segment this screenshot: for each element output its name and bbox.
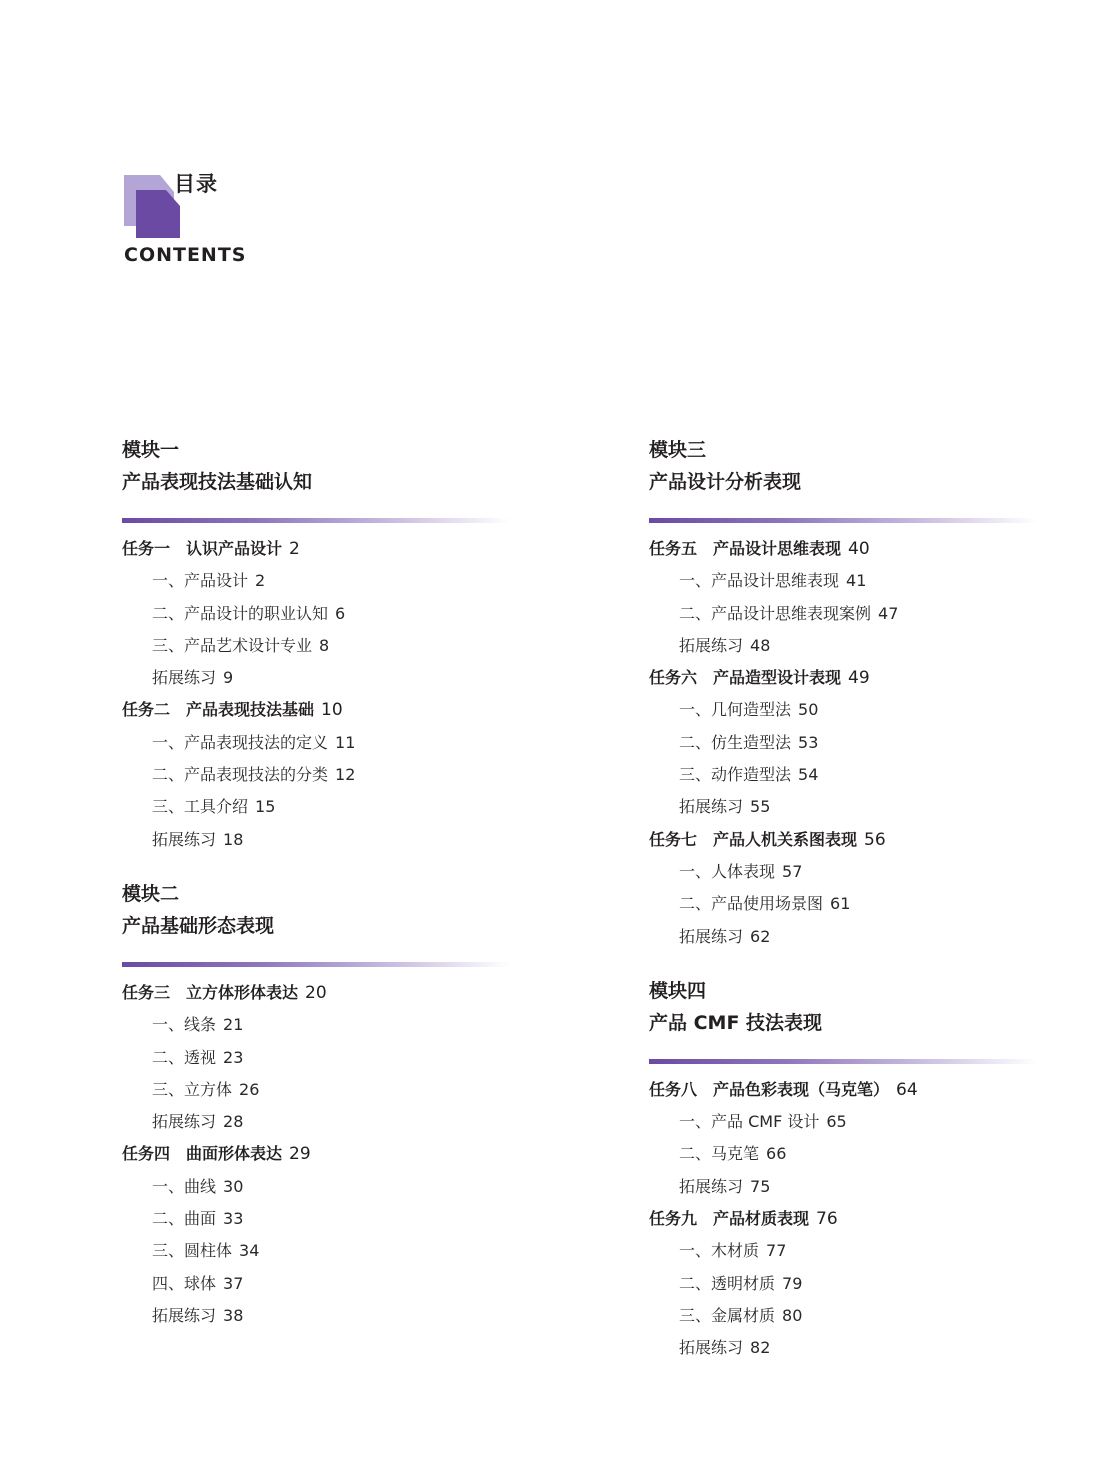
module-title: 产品表现技法基础认知 (122, 471, 313, 493)
toc-item[interactable] (649, 856, 1049, 888)
toc-item-label: 拓展练习 (152, 1305, 217, 1325)
task-number: 任务三 (122, 982, 171, 1002)
toc-item-page: 21 (223, 1015, 244, 1035)
task-page: 40 (848, 539, 870, 559)
toc-item[interactable] (649, 1106, 1049, 1138)
toc-column-right (649, 434, 1049, 1365)
toc-item-page: 79 (782, 1273, 803, 1293)
toc-item[interactable] (122, 662, 522, 694)
toc-item[interactable] (649, 727, 1049, 759)
toc-item-label: 二、仿生造型法 (679, 732, 792, 752)
toc-item-page: 61 (830, 894, 851, 914)
toc-item-page: 38 (223, 1305, 244, 1325)
task-entry[interactable] (122, 694, 522, 726)
task-entry[interactable] (649, 662, 1049, 694)
module-title: 产品基础形态表现 (122, 914, 275, 937)
toc-item-label: 一、产品表现技法的定义 (152, 732, 329, 752)
toc-item-page: 75 (750, 1176, 771, 1196)
task-entry[interactable] (122, 533, 522, 565)
toc-item-label: 四、球体 (152, 1273, 217, 1293)
toc-item-page: 12 (335, 765, 356, 785)
module-title: 产品 CMF 技法表现 (649, 1011, 823, 1034)
task-page: 29 (289, 1144, 311, 1165)
toc-item-label: 拓展练习 (152, 1112, 217, 1132)
toc-item[interactable] (122, 630, 522, 662)
task-page: 76 (816, 1209, 838, 1230)
task-page: 20 (305, 982, 327, 1003)
toc-item-label: 拓展练习 (152, 668, 217, 688)
task-entry[interactable] (649, 1074, 1049, 1106)
task-number: 任务二 (122, 700, 171, 720)
task-page: 64 (896, 1079, 918, 1100)
toc-item-page: 41 (846, 571, 867, 591)
module-section (122, 878, 522, 1332)
toc-item[interactable] (649, 791, 1049, 823)
toc-item[interactable] (122, 598, 522, 630)
module-section (122, 434, 522, 856)
module-number: 模块四 (649, 979, 707, 1002)
toc-item-page: 62 (750, 926, 771, 946)
toc-item-page: 6 (335, 603, 346, 623)
toc-item[interactable] (122, 1106, 522, 1138)
task-page: 2 (289, 539, 300, 559)
task-number: 任务四 (122, 1144, 171, 1164)
module-title: 产品设计分析表现 (649, 471, 802, 493)
toc-item[interactable] (649, 694, 1049, 726)
toc-item-page: 77 (766, 1241, 787, 1261)
contents-logo (122, 166, 282, 276)
toc-item-page: 47 (878, 603, 899, 623)
toc-item[interactable] (122, 1171, 522, 1203)
toc-item[interactable] (122, 1300, 522, 1332)
page-title: 目录 (174, 172, 218, 196)
module-divider (649, 518, 1037, 523)
toc-item[interactable] (649, 1171, 1049, 1203)
toc-item-page: 33 (223, 1209, 244, 1229)
toc-item-page: 11 (335, 732, 356, 752)
toc-item[interactable] (122, 1203, 522, 1235)
logo-mark-icon (122, 166, 182, 240)
task-number: 任务七 (649, 829, 698, 849)
toc-item-page: 65 (826, 1112, 847, 1132)
module-number: 模块一 (122, 439, 180, 461)
toc-item-label: 拓展练习 (679, 797, 744, 817)
toc-item-page: 48 (750, 635, 771, 655)
toc-item-label: 二、马克笔 (679, 1144, 760, 1164)
toc-item[interactable] (649, 1300, 1049, 1332)
toc-item-label: 二、曲面 (152, 1209, 217, 1229)
module-divider (122, 962, 510, 967)
task-name: 产品设计思维表现 (713, 539, 842, 558)
toc-item-label: 拓展练习 (152, 829, 217, 849)
toc-item-label: 一、人体表现 (679, 861, 776, 881)
toc-item[interactable] (649, 1332, 1049, 1364)
toc-item-page: 57 (782, 861, 803, 881)
toc-item[interactable] (649, 921, 1049, 953)
toc-item-label: 拓展练习 (679, 1176, 744, 1196)
task-number: 任务六 (649, 668, 698, 688)
task-number: 任务一 (122, 539, 171, 558)
toc-item-label: 一、产品设计 (152, 571, 249, 591)
toc-item-label: 三、动作造型法 (679, 765, 792, 785)
toc-item[interactable] (122, 1235, 522, 1267)
toc-item-label: 二、产品使用场景图 (679, 894, 824, 914)
task-name: 曲面形体表达 (186, 1144, 283, 1164)
toc-item[interactable] (649, 565, 1049, 597)
toc-item[interactable] (122, 1268, 522, 1300)
toc-item-label: 三、产品艺术设计专业 (152, 635, 313, 655)
toc-item-label: 拓展练习 (679, 1338, 744, 1358)
task-page: 56 (864, 829, 886, 850)
toc-item[interactable] (649, 630, 1049, 662)
toc-item[interactable] (122, 565, 522, 597)
task-number: 任务八 (649, 1079, 698, 1099)
task-entry[interactable] (122, 1138, 522, 1170)
toc-item[interactable] (649, 1268, 1049, 1300)
module-number: 模块三 (649, 439, 707, 461)
task-number: 任务五 (649, 539, 698, 558)
task-number: 任务九 (649, 1209, 698, 1229)
toc-item-page: 50 (798, 700, 819, 720)
toc-item-label: 二、透明材质 (679, 1273, 776, 1293)
task-name: 产品材质表现 (713, 1209, 810, 1229)
toc-item-page: 66 (766, 1144, 787, 1164)
toc-item-label: 二、产品设计思维表现案例 (679, 603, 872, 623)
toc-item-page: 80 (782, 1305, 803, 1325)
toc-item-page: 23 (223, 1047, 244, 1067)
toc-column-left (122, 434, 522, 1332)
toc-item-page: 53 (798, 732, 819, 752)
toc-item-label: 二、产品表现技法的分类 (152, 765, 329, 785)
toc-item-label: 一、产品设计思维表现 (679, 571, 840, 591)
toc-item-label: 一、产品 CMF 设计 (679, 1112, 820, 1132)
toc-item-page: 37 (223, 1273, 244, 1293)
toc-item[interactable] (649, 598, 1049, 630)
toc-item[interactable] (122, 1074, 522, 1106)
toc-item-page: 15 (255, 797, 276, 817)
toc-item-page: 54 (798, 765, 819, 785)
toc-item-label: 三、圆柱体 (152, 1241, 233, 1261)
toc-item-label: 三、工具介绍 (152, 797, 249, 817)
task-page: 10 (321, 700, 343, 721)
task-entry[interactable] (122, 977, 522, 1009)
toc-item-label: 拓展练习 (679, 635, 744, 655)
toc-item-label: 二、产品设计的职业认知 (152, 603, 329, 623)
module-section (649, 975, 1049, 1365)
toc-item-page: 28 (223, 1112, 244, 1132)
module-divider (649, 1059, 1037, 1064)
toc-item-page: 18 (223, 829, 244, 849)
toc-item[interactable] (649, 1235, 1049, 1267)
toc-item[interactable] (649, 888, 1049, 920)
toc-item-page: 9 (223, 668, 234, 688)
toc-item-page: 34 (239, 1241, 260, 1261)
task-name: 产品人机关系图表现 (713, 829, 858, 849)
toc-item-label: 一、线条 (152, 1015, 217, 1035)
toc-item-label: 三、立方体 (152, 1079, 233, 1099)
task-name: 产品造型设计表现 (713, 668, 842, 688)
toc-item[interactable] (649, 1138, 1049, 1170)
toc-item[interactable] (122, 727, 522, 759)
toc-item-label: 一、曲线 (152, 1176, 217, 1196)
task-page: 49 (848, 668, 870, 689)
toc-item[interactable] (122, 824, 522, 856)
toc-item-label: 二、透视 (152, 1047, 217, 1067)
task-entry[interactable] (649, 533, 1049, 565)
toc-item-label: 一、木材质 (679, 1241, 760, 1261)
page-subtitle: CONTENTS (124, 244, 247, 266)
task-entry[interactable] (649, 1203, 1049, 1235)
toc-item-page: 30 (223, 1176, 244, 1196)
toc-item-label: 三、金属材质 (679, 1305, 776, 1325)
task-name: 立方体形体表达 (186, 982, 299, 1002)
module-divider (122, 518, 510, 523)
toc-item-page: 55 (750, 797, 771, 817)
toc-item[interactable] (122, 1042, 522, 1074)
toc-item-page: 8 (319, 635, 330, 655)
task-name: 认识产品设计 (186, 539, 283, 558)
module-section (649, 434, 1049, 953)
module-number: 模块二 (122, 882, 180, 905)
toc-item-page: 2 (255, 571, 266, 591)
toc-item[interactable] (649, 759, 1049, 791)
toc-item-label: 拓展练习 (679, 926, 744, 946)
toc-item-page: 82 (750, 1338, 771, 1358)
task-name: 产品表现技法基础 (186, 700, 315, 720)
toc-item[interactable] (122, 759, 522, 791)
toc-item[interactable] (122, 791, 522, 823)
toc-item-page: 26 (239, 1079, 260, 1099)
task-name: 产品色彩表现（马克笔） (713, 1079, 890, 1099)
toc-item-label: 一、几何造型法 (679, 700, 792, 720)
toc-item[interactable] (122, 1009, 522, 1041)
task-entry[interactable] (649, 824, 1049, 856)
